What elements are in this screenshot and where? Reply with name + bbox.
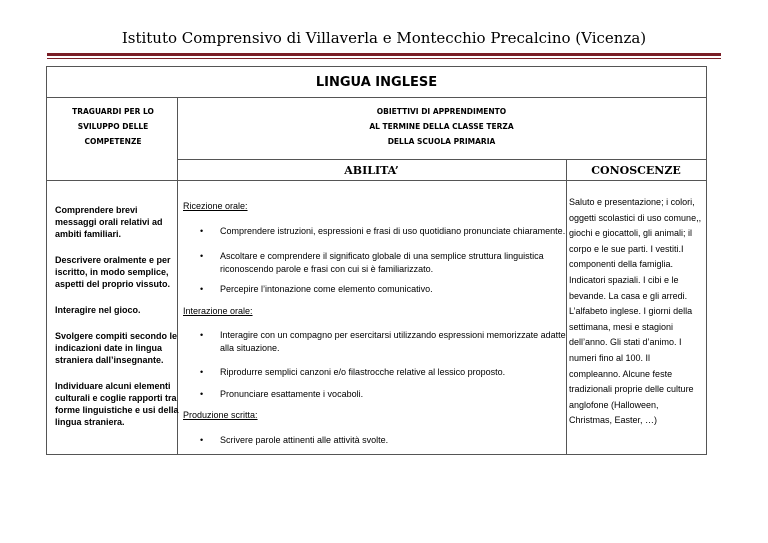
learning-objectives-line: OBIETTIVI DI APPRENDIMENTO	[376, 107, 507, 116]
knowledge-text: Saluto e presentazione; i colori, oggetti scolastici di uso comune,, giochi e giocattoli, gli animali; il corpo e le sue parti. I vestiti.I componenti della famiglia. Indicatori spaziali. I cibi e le bevande. La casa e gli arredi. L’alfabeto inglese. I giorni della settimana, mesi e stagioni dell’anno. Gli stati d’animo. I numeri fino al 100. Il compleanno. Alcune feste tradizionali proprie delle culture anglofone (Halloween, Christmas, Easter, …)	[569, 197, 702, 426]
row-divider	[47, 180, 706, 181]
goal-item: Comprendere brevi messaggi orali relativi ad ambiti familiari.	[55, 205, 163, 239]
conoscenze-header: CONOSCENZE	[591, 164, 681, 177]
goal-item: Descrivere oralmente e per iscritto, in modo semplice, aspetti del proprio vissuto.	[55, 255, 171, 289]
header-rule	[47, 53, 721, 56]
bullet-icon: •	[200, 226, 204, 236]
subject-title: LINGUA INGLESE	[315, 75, 438, 90]
header-rule-thin	[47, 58, 721, 59]
column-divider	[566, 159, 567, 454]
learning-objectives-line: AL TERMINE DELLA CLASSE TERZA	[369, 122, 514, 131]
bullet-icon: •	[200, 435, 204, 445]
bullet-icon: •	[200, 367, 204, 377]
row-divider	[177, 159, 706, 160]
competence-goals-header: TRAGUARDI PER LO SVILUPPO DELLE COMPETENZE	[72, 107, 154, 146]
abilita-header: ABILITA’	[344, 164, 399, 177]
bullet-icon: •	[200, 389, 204, 399]
bullet-icon: •	[200, 330, 204, 340]
goal-item: Interagire nel gioco.	[55, 305, 141, 315]
goals-list	[55, 204, 180, 442]
curriculum-table: LINGUA INGLESE TRAGUARDI PER LO SVILUPPO DELLE COMPETENZE OBIETTIVI DI APPRENDIMENTO AL TERMINE DELLA CLASSE TERZA DELLA SCUOLA PRIMARIA ABILITA’ CONOSCENZE Comprendere brevi messaggi orali relativi ad ambiti familiari. Descrivere oralmente e per iscritto, in modo semplice, aspetti del proprio vissuto. Interagire nel gioco. Svolgere compiti secondo le indicazioni date in lingua straniera dall’insegnante. Individuare alcuni elementi culturali e coglie rapporti tra forme linguistiche e usi della lingua straniera. Ricezione orale: • Comprendere istruzioni, espressioni e frasi di uso quotidiano pronunciate chiaramente. • Ascoltare e comprendere il significato globale di una semplice struttura linguistica riconoscendo parole e frasi con cui si è familiarizzato. • Percepire l’intonazione come elemento comunicativo. Interazione orale: • Interagire con un compagno per esercitarsi utilizzando espressioni memorizzate adatte alla situazione. • Riprodurre semplici canzoni e/o filastrocche relative al lessico proposto. • Pronunciare esattamente i vocaboli. Produzione scritta: • Scrivere parole attinenti alle attività svolte. Saluto e presentazione; i colori, oggetti scolastici di uso comune,, giochi e giocattoli, gli animali; il corpo e le sue parti. I vestiti.I componenti della famiglia. Indicatori spaziali. I cibi e le bevande. La casa e gli arredi. L’alfabeto inglese. I giorni della settimana, mesi e stagioni dell’anno. Gli stati d’animo. I numeri fino al 100. Il compleanno. Alcune feste tradizionali proprie delle culture anglofone (Halloween, Christmas, Easter, …)	[46, 66, 707, 455]
school-header: Istituto Comprensivo di Villaverla e Montecchio Precalcino (Vicenza)	[121, 29, 647, 47]
bullet-icon: •	[200, 284, 204, 294]
section-title: Interazione orale:	[183, 306, 253, 316]
row-divider	[47, 97, 706, 98]
section-title: Ricezione orale:	[183, 201, 248, 211]
section-title: Produzione scritta:	[183, 410, 258, 420]
bullet-icon: •	[200, 251, 204, 261]
goal-item: Individuare alcuni elementi culturali e coglie rapporti tra forme linguistiche e usi della lingua straniera.	[55, 381, 179, 427]
learning-objectives-line: DELLA SCUOLA PRIMARIA	[387, 137, 496, 146]
learning-objectives-header	[177, 104, 706, 149]
goal-item: Svolgere compiti secondo le indicazioni date in lingua straniera dall’insegnante.	[55, 331, 178, 365]
